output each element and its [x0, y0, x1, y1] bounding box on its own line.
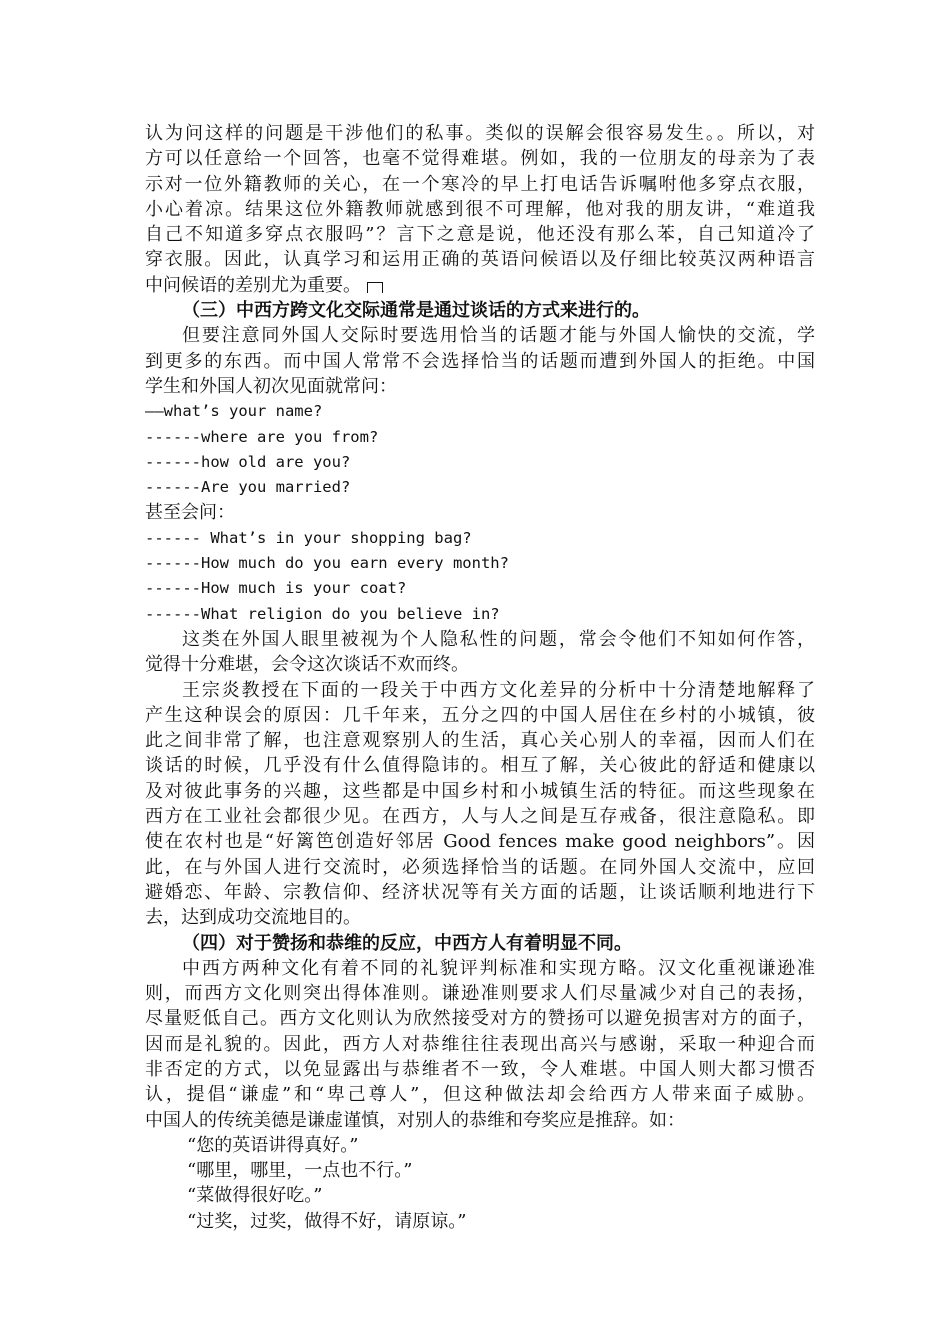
text-line: 穿衣服。因此，认真学习和运用正确的英语问候语以及仔细比较英汉两种语言: [145, 249, 815, 271]
text-line: 王宗炎教授在下面的一段关于中西方文化差异的分析中十分清楚地解释了: [182, 679, 815, 701]
question-line: ------What religion do you believe in?: [145, 604, 500, 623]
question-line: ------ What’s in your shopping bag?: [145, 528, 472, 547]
question-line: ------how old are you?: [145, 452, 351, 471]
text-line: 示对一位外籍教师的关心，在一个寒冷的早上打电话告诉嘱咐他多穿点衣服，: [145, 173, 815, 195]
text-line: 甚至会问：: [145, 502, 235, 524]
text-line: 中西方两种文化有着不同的礼貌评判标准和实现方略。汉文化重视谦逊准: [182, 957, 815, 979]
text-line: 这类在外国人眼里被视为个人隐私性的问题，常会令他们不知如何作答，: [182, 628, 815, 650]
text-line-last: [145, 273, 815, 298]
text-line: 谈话的时候，几乎没有什么值得隐讳的。相互了解，关心彼此的舒适和健康以: [145, 755, 815, 777]
text-line: 则，而西方文化则突出得体准则。谦逊准则要求人们尽量减少对自己的表扬，: [145, 983, 815, 1005]
document-page: [145, 121, 815, 1234]
text-line: 此之间非常了解，也注意观察别人的生活，真心关心别人的幸福，因而人们在: [145, 730, 815, 752]
text-line: 自己不知道多穿点衣服吗”？言下之意是说，他还没有那么苯，自己知道冷了: [145, 224, 815, 246]
text-line: 中国人的传统美德是谦虚谨慎，对别人的恭维和夸奖应是推辞。如：: [145, 1109, 685, 1131]
text-line: 尽量贬低自己。西方文化则认为欣然接受对方的赞扬可以避免损害对方的面子，: [145, 1008, 815, 1030]
text-line: 方可以任意给一个回答，也毫不觉得难堪。例如，我的一位朋友的母亲为了表: [145, 148, 815, 170]
text-line-content: 中问候语的差别尤为重要。: [145, 274, 361, 296]
quote-line: “菜做得很好吃。”: [187, 1185, 323, 1207]
question-line: ------Are you married?: [145, 478, 351, 497]
text-line: 小心着凉。结果这位外籍教师就感到很不可理解，他对我的朋友讲，“难道我: [145, 198, 815, 220]
text-line: 使在农村也是“好篱笆创造好邻居 Good fences make good neighbors”。因: [145, 831, 815, 853]
paragraph-mark-icon: [367, 282, 383, 293]
text-line: 因而是礼貌的。因此，西方人对恭维往往表现出高兴与感谢，采取一种迎合而: [145, 1033, 815, 1055]
section-heading-4: （四）对于赞扬和恭维的反应，中西方人有着明显不同。: [182, 932, 632, 954]
question-line: ------How much do you earn every month?: [145, 554, 509, 573]
text-line: 非否定的方式，以免显露出与恭维者不一致，令人难堪。中国人则大都习惯否: [145, 1058, 815, 1080]
text-line: 觉得十分难堪，会令这次谈话不欢而终。: [145, 654, 469, 676]
text-line: 产生这种误会的原因：几千年来，五分之四的中国人居住在乡村的小城镇，彼: [145, 704, 815, 726]
text-line: 到更多的东西。而中国人常常不会选择恰当的话题而遭到外国人的拒绝。中国: [145, 350, 815, 372]
question-line: ------How much is your coat?: [145, 579, 407, 598]
section-heading-3: （三）中西方跨文化交际通常是通过谈话的方式来进行的。: [182, 300, 650, 322]
text-line: 西方在工业社会都很少见。在西方，人与人之间是互存戒备，很注意隐私。即: [145, 806, 815, 828]
quote-line: “您的英语讲得真好。”: [187, 1134, 359, 1156]
text-line: 及对彼此事务的兴趣，这些都是中国乡村和小城镇生活的特征。而这些现象在: [145, 780, 815, 802]
text-line: 但要注意同外国人交际时要选用恰当的话题才能与外国人愉快的交流，学: [182, 325, 815, 347]
text-line: 认为问这样的问题是干涉他们的私事。类似的误解会很容易发生。。所以，对: [145, 123, 815, 144]
text-line: 学生和外国人初次见面就常问：: [145, 375, 397, 397]
text-line: 避婚恋、年龄、宗教信仰、经济状况等有关方面的话题，让谈话顺利地进行下: [145, 881, 815, 903]
text-line: 此，在与外国人进行交流时，必须选择恰当的话题。在同外国人交流中，应回: [145, 856, 815, 878]
question-line: ------where are you from?: [145, 427, 379, 446]
quote-line: “过奖，过奖，做得不好，请原谅。”: [187, 1210, 467, 1232]
text-line: 认，提倡“谦虚”和“卑己尊人”，但这种做法却会给西方人带来面子威胁。: [145, 1084, 815, 1106]
question-line: ——what’s your name?: [145, 402, 323, 421]
text-line: 去，达到成功交流地目的。: [145, 907, 361, 929]
quote-line: “哪里，哪里，一点也不行。”: [187, 1160, 413, 1182]
